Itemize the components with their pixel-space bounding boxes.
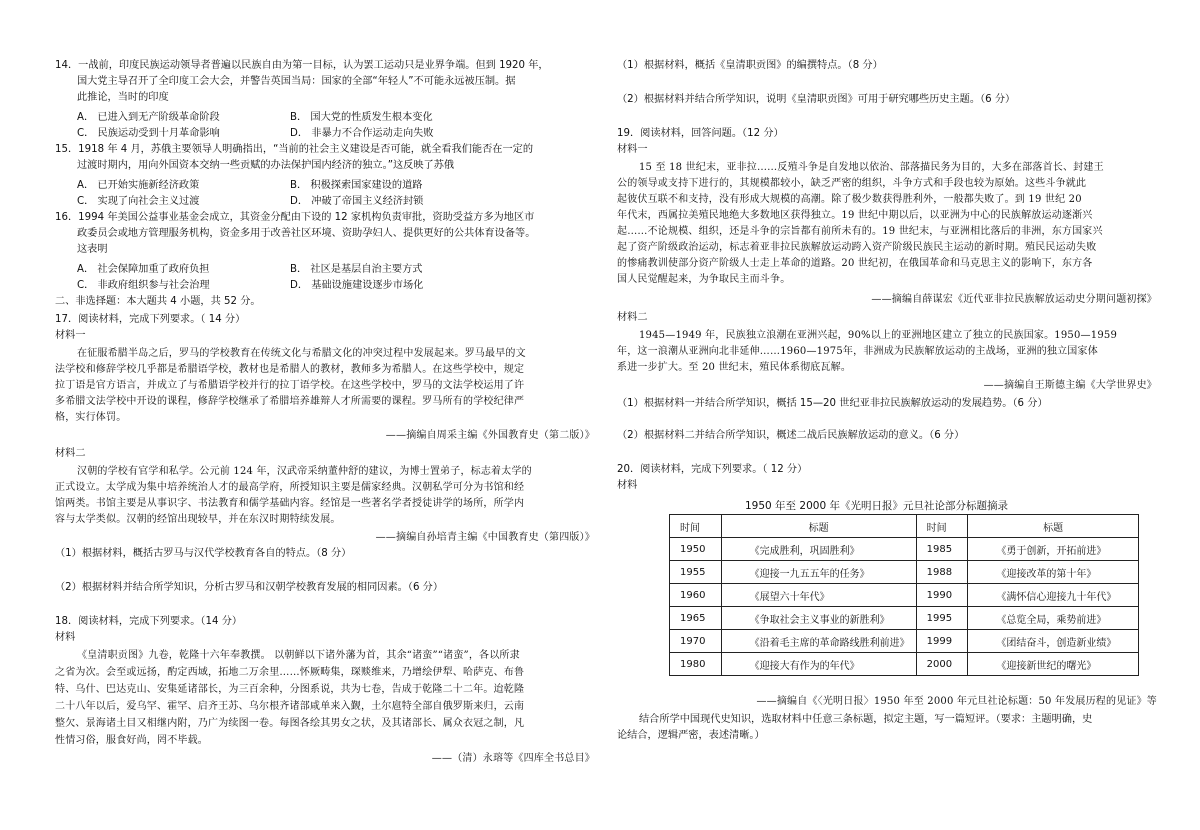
q20-requirement-line: 论结合，逻辑严密，表述清晰。） [617, 730, 765, 741]
table-cell: 《勇于创新，开拓前进》 [968, 538, 1139, 561]
q18-requirement-2: （2）根据材料并结合所学知识，说明《皇清职贡图》可用于研究哪些历史主题。（6 分） [617, 94, 1016, 105]
q19-material1-line: 的惨痛教训使部分资产阶级人士走上革命的道路。20 世纪初，在俄国革命和马克思主义的影响下，东方各 [617, 258, 1093, 269]
table-cell: 1950 [670, 538, 722, 561]
q19-material1-label: 材料一 [617, 144, 648, 155]
q16-option-a[interactable]: A． 社会保障加重了政府负担 [77, 264, 210, 275]
q17-heading: 17．阅读材料，完成下列要求。（ 14 分） [55, 314, 246, 325]
q14-option-b[interactable]: B． 国大党的性质发生根本变化 [290, 112, 433, 123]
q15-stem-line: 过渡时期内，用向外国资本交纳一些贡赋的办法保护国内经济的独立。”这反映了苏俄 [77, 160, 455, 171]
q20-requirement-line: 结合所学中国现代史知识，选取材料中任意三条标题，拟定主题，写一篇短评。（要求：主题明确，史 [639, 714, 1093, 725]
q18-material-source: ——（清）永瑢等《四库全书总目》 [431, 753, 595, 764]
q17-material1-line: 在征服希腊半岛之后，罗马的学校教育在传统文化与希腊文化的冲突过程中发展起来。罗马最早的文 [77, 348, 526, 359]
table-cell: 1960 [670, 584, 722, 607]
table-cell: 《沿着毛主席的革命路线胜利前进》 [721, 630, 916, 653]
q19-material2-line: 年，这一浪潮从亚洲向北非延伸……1960—1975年，非洲成为民族解放运动的主战场，亚洲的独立国家体 [617, 346, 1098, 357]
table-row [670, 561, 1139, 584]
q20-heading: 20．阅读材料，完成下列要求。（ 12 分） [617, 464, 808, 475]
table-cell: 2000 [916, 653, 968, 676]
editorial-titles-table [669, 514, 1139, 676]
table-cell: 《展望六十年代》 [721, 584, 916, 607]
table-cell: 1999 [916, 630, 968, 653]
q19-material2-source: ——摘编自王斯德主编《大学世界史》 [983, 380, 1157, 391]
table-cell: 1970 [670, 630, 722, 653]
table-cell: 《满怀信心迎接九十年代》 [968, 584, 1139, 607]
table-row [670, 538, 1139, 561]
q17-material2-label: 材料二 [55, 448, 86, 459]
table-cell: 1985 [916, 538, 968, 561]
q14-stem-line: 14．一战前，印度民族运动领导者普遍以民族自由为第一目标，认为罢工运动只是业界争端。但到 1920 年， [55, 60, 549, 71]
q14-stem-line: 国大党主导召开了全印度工会大会，并警告英国当局：国家的全部“年轻人”不可能永远被压制。据 [77, 76, 516, 87]
q17-material1-line: 拉丁语是官方语言，并成立了与希腊语学校并行的拉丁语学校。在这些学校中，罗马的文法学校运用了许 [55, 380, 525, 391]
table-cell: 1990 [916, 584, 968, 607]
q16-stem-line: 16．1994 年美国公益事业基金会成立，其资金分配由下设的 12 家机构负责审批，资助受益方多为地区市 [55, 212, 535, 223]
table-header: 标题 [721, 515, 916, 538]
table-cell: 《完成胜利，巩固胜利》 [721, 538, 916, 561]
q17-material1-line: 法学校和修辞学校几乎都是希腊语学校，教材也是希腊人的教材，教师多为希腊人。在这些学校中，规定 [55, 364, 525, 375]
q16-stem-line: 这表明 [77, 244, 108, 255]
q19-requirement-1: （1）根据材料一并结合所学知识，概括 15—20 世纪亚非拉民族解放运动的发展趋势。（6 分） [617, 398, 1048, 409]
q14-option-c[interactable]: C． 民族运动受到十月革命影响 [77, 128, 220, 139]
table-cell: 1955 [670, 561, 722, 584]
q16-option-b[interactable]: B． 社区是基层自治主要方式 [290, 264, 423, 275]
q18-material-line: 整欠、景海诸土目又相继内附，乃广为续图一卷。每图各绘其男女之状，及其诸部长、属众衣冠之制，凡 [55, 718, 525, 729]
table-cell: 《迎接新世纪的曙光》 [968, 653, 1139, 676]
q16-option-d[interactable]: D． 基础设施建设逐步市场化 [290, 280, 424, 291]
table-row [670, 653, 1139, 676]
q15-option-c[interactable]: C． 实现了向社会主义过渡 [77, 196, 200, 207]
q15-option-a[interactable]: A． 已开始实施新经济政策 [77, 180, 200, 191]
q19-material1-line: 15 至 18 世纪末，亚非拉……反殖斗争是自发地以依治、部落描民务为目的，大多在部落首长、封建王 [639, 162, 1104, 173]
q15-option-d[interactable]: D． 冲破了帝国主义经济封锁 [290, 196, 424, 207]
q16-stem-line: 政委员会或地方管理服务机构，资金多用于改善社区环境、资助孕妇人、提供更好的公共体育设备等。 [77, 228, 536, 239]
q19-material1-line: 公的领导或支持下进行的，其规模都较小，缺乏严密的组织，斗争方式和手段也较为原始。这些斗争就此 [617, 178, 1087, 189]
table-row [670, 607, 1139, 630]
q17-material2-line: 正式设立。太学成为集中培养统治人才的最高学府，所授知识主要是儒家经典。汉朝私学可分为书馆和经 [55, 482, 525, 493]
q17-material2-line: 馆两类。书馆主要是从事识字、书法教育和儒学基础内容。经馆是一些著名学者授徒讲学的场所，所学内 [55, 498, 525, 509]
q18-material-line: 《皇清职贡图》九卷，乾隆十六年奉教撰。 以朝鲜以下诸外藩为首，其余“诸蛮”“诸蛮”，各以所隶 [77, 650, 520, 661]
q19-material1-line: 年代末，西属拉美殖民地绝大多数地区获得独立。19 世纪中期以后，以亚洲为中心的民族解放运动逐渐兴 [617, 210, 1093, 221]
q17-material2-line: 容与太学类似。汉朝的经馆出现较早，并在东汉时期特续发展。 [55, 514, 341, 525]
table-header: 时间 [670, 515, 722, 538]
table-cell: 《总览全局，乘势前进》 [968, 607, 1139, 630]
q19-requirement-2: （2）根据材料二并结合所学知识，概述二战后民族解放运动的意义。（6 分） [617, 430, 965, 441]
q17-requirement-1: （1）根据材料，概括古罗马与汉代学校教育各自的特点。（8 分） [55, 548, 352, 559]
q17-material1-line: 格，实行体罚。 [55, 412, 127, 423]
q19-material1-line: 国人民觉醒起来，为争取民主而斗争。 [617, 274, 791, 285]
q20-material-label: 材料 [617, 480, 638, 491]
table-cell: 1995 [916, 607, 968, 630]
section-heading: 二、非选择题：本大题共 4 小题，共 52 分。 [55, 296, 261, 307]
table-source: ——摘编自《〈光明日报〉1950 年至 2000 年元旦社论标题：50 年发展历程的见证》等 [756, 696, 1157, 707]
q17-material1-line: 多希腊文法学校中开设的课程，修辞学校继承了希腊培养雄辩人才所需要的课程。罗马所有的学校纪律严 [55, 396, 525, 407]
table-header: 标题 [968, 515, 1139, 538]
table-cell: 《迎接大有作为的年代》 [721, 653, 916, 676]
q15-option-b[interactable]: B． 积极探索国家建设的道路 [290, 180, 423, 191]
q18-material-line: 二十八年以后，爱乌罕、霍罕、启齐王苏、乌尔根齐诸部咸单来入觐，土尔扈特全部自俄罗斯来归，云南 [55, 701, 525, 712]
table-cell: 1980 [670, 653, 722, 676]
q18-material-line: 性情习俗，服食好尚，罔不毕载。 [55, 735, 208, 746]
q18-requirement-1: （1）根据材料，概括《皇清职贡图》的编撰特点。（8 分） [617, 60, 883, 71]
q17-requirement-2: （2）根据材料并结合所学知识，分析古罗马和汉朝学校教育发展的相同因素。（6 分） [55, 582, 444, 593]
q14-option-d[interactable]: D． 非暴力不合作运动走向失败 [290, 128, 434, 139]
table-title: 1950 年至 2000 年《光明日报》元旦社论部分标题摘录 [745, 500, 1008, 512]
table-row [670, 584, 1139, 607]
q19-heading: 19．阅读材料，回答问题。（12 分） [617, 128, 784, 139]
q18-heading: 18．阅读材料，完成下列要求。（14 分） [55, 616, 243, 627]
q19-material1-line: 起……不论规模、组织，还是斗争的宗旨都有前所未有的。19 世纪末，与亚洲相比落后的非洲，东方国家兴 [617, 226, 1103, 237]
q17-material2-source: ——摘编自孙培青主编《中国教育史（第四版）》 [375, 532, 595, 543]
q14-stem-line: 此推论，当时的印度 [77, 92, 169, 103]
q17-material1-label: 材料一 [55, 330, 86, 341]
table-row [670, 630, 1139, 653]
q19-material1-line: 起了资产阶级政治运动，标志着亚非拉民族解放运动跨入资产阶级民族民主运动的新时期。殖民民运动失败 [617, 242, 1097, 253]
q18-material-label: 材料 [55, 632, 76, 643]
q19-material1-source: ——摘编自薛谋宏《近代亚非拉民族解放运动史分期问题初探》 [871, 294, 1157, 305]
table-cell: 《迎接一九五五年的任务》 [721, 561, 916, 584]
table-cell: 1988 [916, 561, 968, 584]
q17-material2-line: 汉朝的学校有官学和私学。公元前 124 年，汉武帝采纳董仲舒的建议，为博士置弟子，标志着太学的 [77, 466, 532, 477]
q18-material-line: 之省为次。会至或远扬，酌定西域，拓地二万余里……怀厥畴集，琛赕维来，乃增绘伊犁、哈萨克、布鲁 [55, 667, 525, 678]
table-header: 时间 [916, 515, 968, 538]
table-header-row [670, 515, 1139, 538]
q19-material1-line: 起彼伏互联不和支持，没有形成大规模的高潮。除了极少数获得胜利外，一般都失败了。到 19 世纪 20 [617, 194, 1082, 205]
table-cell: 《迎接改革的第十年》 [968, 561, 1139, 584]
q14-option-a[interactable]: A． 已进入到无产阶级革命阶段 [77, 112, 220, 123]
q16-option-c[interactable]: C． 非政府组织参与社会治理 [77, 280, 210, 291]
table-cell: 1965 [670, 607, 722, 630]
q17-material1-source: ——摘编自周采主编《外国教育史（第二版）》 [385, 430, 595, 441]
q19-material2-label: 材料二 [617, 312, 648, 323]
q19-material2-line: 1945—1949 年，民族独立浪潮在亚洲兴起，90%以上的亚洲地区建立了独立的民族国家。1950—1959 [639, 330, 1118, 341]
table-cell: 《团结奋斗，创造新业绩》 [968, 630, 1139, 653]
q18-material-line: 特、乌什、巴达克山、安集延诸部长，为三百余种，分图系说，共为七卷，告成于乾隆二十二年。迨乾隆 [55, 684, 525, 695]
table-cell: 《争取社会主义事业的新胜利》 [721, 607, 916, 630]
q19-material2-line: 系进一步扩大。至 20 世纪末，殖民体系彻底瓦解。 [617, 362, 852, 373]
q15-stem-line: 15．1918 年 4 月，苏俄主要领导人明确指出，“当前的社会主义建设是否可能，就全看我们能否在一定的 [55, 144, 534, 155]
